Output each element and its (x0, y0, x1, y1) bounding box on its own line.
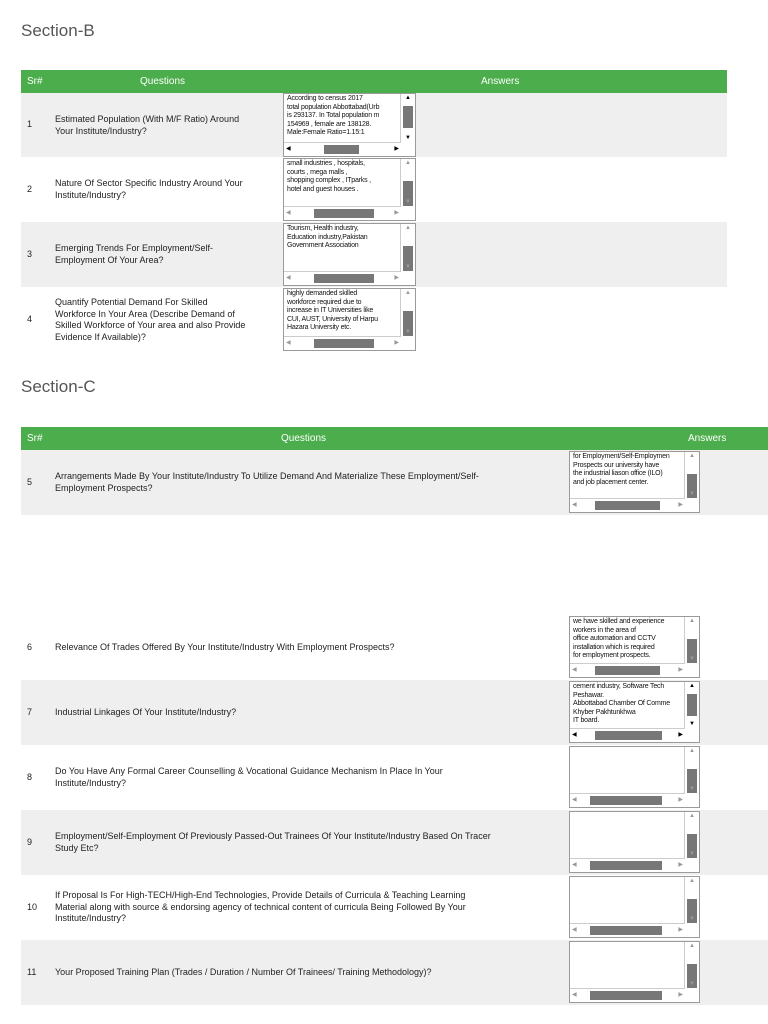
answer-text: cement industry, Software Tech Peshawar. Abbottabad Chamber Of Comme Khyber Pakhtunkhwa IT board. (573, 683, 670, 725)
row-number: 4 (27, 314, 33, 324)
question-text: Relevance Of Trades Offered By Your Institute/Industry With Employment Prospects? (55, 642, 395, 652)
row-number: 6 (27, 642, 33, 652)
questions-header: Questions (140, 76, 186, 87)
question-text: If Proposal Is For High-TECH/High-End Technologies, Provide Details of Curricula & Teaching Learning Material along with source & endorsing agency of technical content of curricula Being Followed By Your Institute/Industry? (55, 890, 466, 923)
row-number: 7 (27, 707, 33, 717)
vertical-scrollbar[interactable] (400, 289, 415, 336)
scroll-thumb[interactable] (314, 339, 374, 348)
answer-textarea[interactable] (283, 223, 416, 286)
vertical-scrollbar[interactable] (400, 159, 415, 206)
scroll-down-icon[interactable]: ▼ (689, 916, 695, 922)
scroll-up-icon[interactable]: ▲ (689, 813, 695, 819)
scroll-up-icon[interactable]: ▲ (405, 160, 411, 166)
scroll-left-icon[interactable]: ◀ (286, 275, 291, 281)
vertical-scrollbar[interactable] (684, 812, 699, 858)
scroll-up-icon[interactable]: ▲ (689, 618, 695, 624)
answer-text: we have skilled and experience workers in the area of office automation and CCTV installation which is required for employment prospects. (573, 618, 665, 660)
scroll-down-icon[interactable]: ▼ (405, 264, 411, 270)
questions-header: Questions (281, 433, 327, 444)
scroll-down-icon[interactable]: ▼ (689, 786, 695, 792)
row-number: 9 (27, 837, 33, 847)
horizontal-scrollbar[interactable] (284, 142, 401, 156)
scroll-thumb[interactable] (314, 274, 374, 283)
question-text: Do You Have Any Formal Career Counselling & Vocational Guidance Mechanism In Place In Your Institute/Industry? (55, 766, 443, 788)
row-number: 8 (27, 772, 33, 782)
resize-corner[interactable] (401, 271, 415, 285)
horizontal-scrollbar[interactable] (570, 988, 685, 1002)
answer-textarea[interactable] (569, 941, 700, 1003)
scroll-left-icon[interactable]: ◀ (572, 732, 577, 738)
question-text: Your Proposed Training Plan (Trades / Duration / Number Of Trainees/ Training Methodology)? (55, 967, 432, 977)
row-number: 11 (27, 967, 37, 977)
scroll-up-icon[interactable]: ▲ (405, 95, 411, 101)
horizontal-scrollbar[interactable] (570, 498, 685, 512)
answers-header: Answers (481, 76, 520, 87)
scroll-down-icon[interactable]: ▼ (689, 981, 695, 987)
answer-textarea[interactable] (569, 616, 700, 678)
section-b-table-header (21, 70, 727, 93)
scroll-right-icon[interactable]: ▶ (394, 340, 399, 346)
scroll-left-icon[interactable]: ◀ (286, 210, 291, 216)
scroll-thumb[interactable] (324, 145, 359, 154)
vertical-scrollbar[interactable] (684, 682, 699, 728)
section-b-title: Section-B (21, 21, 95, 40)
scroll-up-icon[interactable]: ▲ (689, 683, 695, 689)
resize-corner[interactable] (685, 988, 699, 1002)
row-number: 5 (27, 477, 33, 487)
scroll-thumb[interactable] (590, 796, 662, 805)
scroll-right-icon[interactable]: ▶ (678, 732, 683, 738)
scroll-left-icon[interactable]: ◀ (286, 146, 291, 152)
resize-corner[interactable] (685, 858, 699, 872)
answer-text: highly demanded skilled workforce required due to increase in IT Universities like CUI, AUST, University of Harpu Hazara University etc. (287, 290, 378, 332)
scroll-left-icon[interactable]: ◀ (572, 992, 577, 998)
horizontal-scrollbar[interactable] (284, 271, 401, 285)
scroll-up-icon[interactable]: ▲ (405, 290, 411, 296)
resize-corner[interactable] (401, 336, 415, 350)
scroll-right-icon[interactable]: ▶ (394, 210, 399, 216)
horizontal-scrollbar[interactable] (570, 858, 685, 872)
answer-text: small industries , hospitals, courts , mega malls , shopping complex , ITparks , hotel and guest houses . (287, 160, 371, 193)
row-number: 3 (27, 249, 33, 259)
horizontal-scrollbar[interactable] (570, 793, 685, 807)
scroll-thumb[interactable] (590, 991, 662, 1000)
scroll-thumb[interactable] (595, 666, 660, 675)
scroll-up-icon[interactable]: ▲ (689, 878, 695, 884)
scroll-down-icon[interactable]: ▼ (405, 135, 411, 141)
scroll-down-icon[interactable]: ▼ (689, 656, 695, 662)
resize-corner[interactable] (401, 206, 415, 220)
scroll-right-icon[interactable]: ▶ (678, 992, 683, 998)
scroll-down-icon[interactable]: ▼ (405, 329, 411, 335)
scroll-right-icon[interactable]: ▶ (394, 146, 399, 152)
scroll-right-icon[interactable]: ▶ (678, 927, 683, 933)
scroll-down-icon[interactable]: ▼ (689, 851, 695, 857)
row-number: 1 (27, 119, 33, 129)
question-text: Nature Of Sector Specific Industry Around Your Institute/Industry? (55, 178, 243, 200)
scroll-right-icon[interactable]: ▶ (678, 797, 683, 803)
scroll-down-icon[interactable]: ▼ (689, 721, 695, 727)
answer-text: According to census 2017 total population Abbottabad(Urb is 293137. In Total population m 154969 , female are 138128. Male:Female Ratio=1.15:1 (287, 95, 380, 137)
scroll-thumb[interactable] (687, 694, 697, 716)
scroll-thumb[interactable] (595, 501, 660, 510)
answer-textarea[interactable] (283, 158, 416, 221)
question-text: Employment/Self-Employment Of Previously Passed-Out Trainees Of Your Institute/Industry Based On Tracer Study Etc? (55, 831, 491, 853)
vertical-scrollbar[interactable] (684, 747, 699, 793)
vertical-scrollbar[interactable] (684, 877, 699, 923)
question-text: Arrangements Made By Your Institute/Industry To Utilize Demand And Materialize These Employment/Self- Employment Prospects? (55, 471, 479, 493)
scroll-left-icon[interactable]: ◀ (572, 502, 577, 508)
scroll-left-icon[interactable]: ◀ (572, 862, 577, 868)
scroll-up-icon[interactable]: ▲ (405, 225, 411, 231)
scroll-down-icon[interactable]: ▼ (689, 491, 695, 497)
horizontal-scrollbar[interactable] (570, 663, 685, 677)
row-number: 10 (27, 902, 38, 912)
answers-header: Answers (688, 433, 727, 444)
answer-textarea[interactable] (283, 93, 416, 157)
scroll-right-icon[interactable]: ▶ (678, 502, 683, 508)
question-text: Estimated Population (With M/F Ratio) Around Your Institute/Industry? (55, 114, 240, 136)
answer-textarea[interactable] (569, 681, 700, 743)
scroll-thumb[interactable] (314, 209, 374, 218)
resize-corner[interactable] (401, 142, 415, 156)
sr-header: Sr# (27, 433, 43, 444)
answer-text: Tourism, Health industry, Education industry,Pakistan Government Association (287, 225, 368, 250)
row-number: 2 (27, 184, 33, 194)
resize-corner[interactable] (685, 663, 699, 677)
resize-corner[interactable] (685, 498, 699, 512)
scroll-right-icon[interactable]: ▶ (394, 275, 399, 281)
horizontal-scrollbar[interactable] (284, 206, 401, 220)
scroll-thumb[interactable] (590, 926, 662, 935)
scroll-thumb[interactable] (595, 731, 662, 740)
scroll-thumb[interactable] (590, 861, 662, 870)
scroll-down-icon[interactable]: ▼ (405, 199, 411, 205)
answer-text: for Employment/Self-Employmen Prospects our university have the industrial liason office (ILO) and job placement center. (573, 453, 670, 486)
question-text: Quantify Potential Demand For Skilled Workforce In Your Area (Describe Demand of Skilled Workforce of Your area and also Provide Evidence If Available)? (55, 297, 246, 342)
resize-corner[interactable] (685, 728, 699, 742)
question-text: Emerging Trends For Employment/Self- Employment Of Your Area? (55, 243, 214, 265)
scroll-left-icon[interactable]: ◀ (572, 797, 577, 803)
answer-textarea[interactable] (569, 876, 700, 938)
scroll-right-icon[interactable]: ▶ (678, 862, 683, 868)
resize-corner[interactable] (685, 923, 699, 937)
scroll-up-icon[interactable]: ▲ (689, 748, 695, 754)
section-c-table-header (21, 427, 768, 450)
answer-textarea[interactable] (283, 288, 416, 351)
scroll-left-icon[interactable]: ◀ (572, 667, 577, 673)
question-text: Industrial Linkages Of Your Institute/Industry? (55, 707, 237, 717)
vertical-scrollbar[interactable] (684, 452, 699, 498)
scroll-thumb[interactable] (403, 106, 413, 128)
vertical-scrollbar[interactable] (684, 617, 699, 663)
scroll-left-icon[interactable]: ◀ (286, 340, 291, 346)
section-c-title: Section-C (21, 377, 96, 396)
answer-textarea[interactable] (569, 746, 700, 808)
scroll-up-icon[interactable]: ▲ (689, 453, 695, 459)
scroll-up-icon[interactable]: ▲ (689, 943, 695, 949)
sr-header: Sr# (27, 76, 43, 87)
scroll-right-icon[interactable]: ▶ (678, 667, 683, 673)
horizontal-scrollbar[interactable] (570, 923, 685, 937)
vertical-scrollbar[interactable] (400, 94, 415, 142)
vertical-scrollbar[interactable] (684, 942, 699, 988)
scroll-left-icon[interactable]: ◀ (572, 927, 577, 933)
vertical-scrollbar[interactable] (400, 224, 415, 271)
resize-corner[interactable] (685, 793, 699, 807)
answer-textarea[interactable] (569, 451, 700, 513)
horizontal-scrollbar[interactable] (570, 728, 685, 742)
horizontal-scrollbar[interactable] (284, 336, 401, 350)
answer-textarea[interactable] (569, 811, 700, 873)
